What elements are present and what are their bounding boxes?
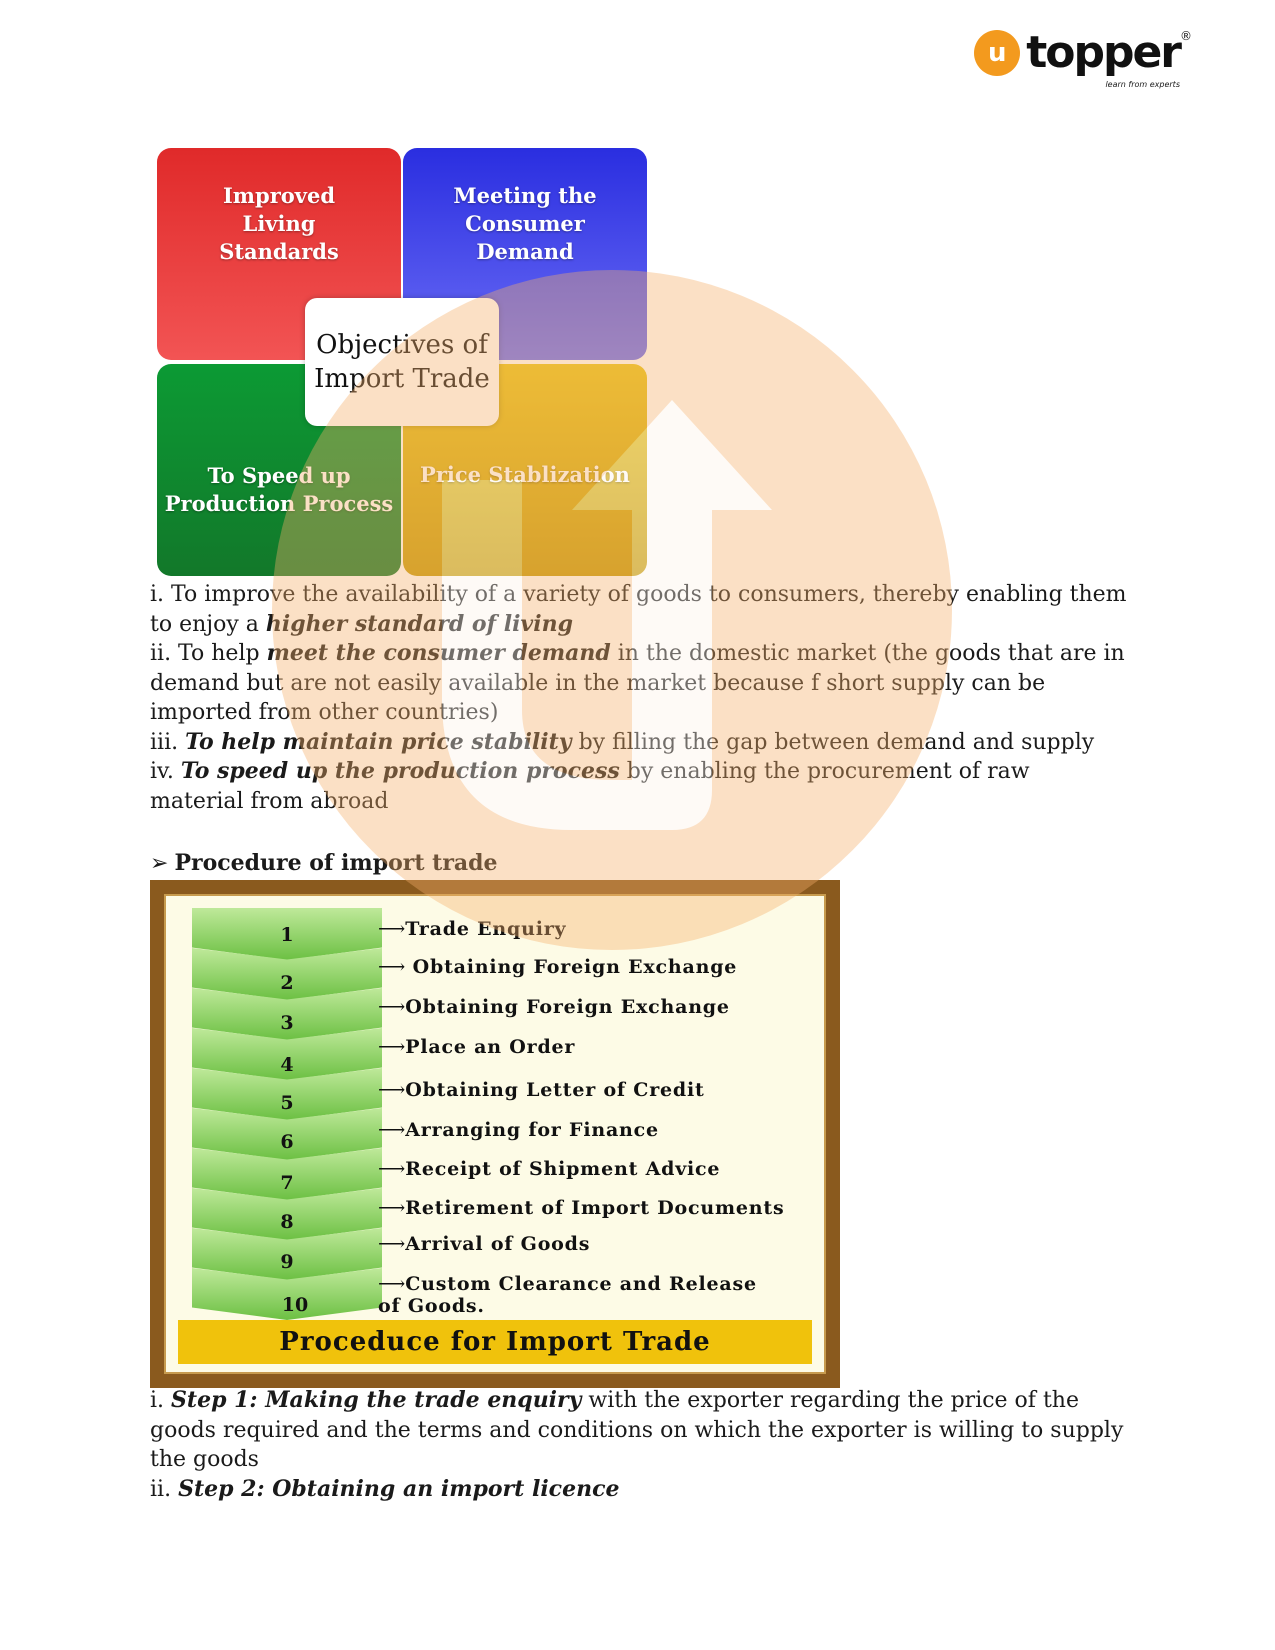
step-text-2: ii. Step 2: Obtaining an import licence (150, 1475, 620, 1502)
step-label: ⟶Place an Order (378, 1036, 576, 1058)
steps-list (150, 1386, 1130, 1504)
step-text-1: i. Step 1: Making the trade enquiry with the exporter regarding the price of the goods required and the terms and conditions on which the exporter is willing to supply the goods (150, 1387, 1124, 1472)
step-number: 10 (281, 1294, 309, 1316)
step-label: ⟶Retirement of Import Documents (378, 1197, 785, 1219)
quadrant-production-process: To Speed up Production Process (157, 364, 401, 576)
objective-i: i. To improve the availability of a variety of goods to consumers, thereby enabling them to enjoy a higher standard of living (150, 582, 1127, 637)
step-label: ⟶Arranging for Finance (378, 1119, 659, 1141)
quadrant-living-standards: Improved Living Standards (157, 148, 401, 360)
step-number: 7 (280, 1172, 294, 1194)
quadrant-consumer-demand: Meeting the Consumer Demand (403, 148, 647, 360)
step-number: 5 (280, 1092, 294, 1114)
objectives-diagram (157, 148, 647, 576)
procedure-diagram-title: Proceduce for Import Trade (178, 1320, 812, 1364)
procedure-diagram (150, 880, 840, 1388)
step-number: 8 (280, 1211, 294, 1233)
step-number: 3 (280, 1012, 294, 1034)
objectives-list (150, 580, 1130, 816)
step-label: ⟶Trade Enquiry (378, 918, 567, 940)
registered-mark: ® (1180, 29, 1192, 43)
step-number: 9 (280, 1251, 294, 1273)
step-number: 1 (280, 924, 294, 946)
step-number: 4 (280, 1054, 294, 1076)
step-label: ⟶Obtaining Foreign Exchange (378, 996, 730, 1018)
step-label: ⟶Custom Clearance and Release of Goods. (378, 1273, 757, 1317)
logo-wordmark: topper (1026, 27, 1180, 78)
objectives-center-label: Objectives of Import Trade (305, 298, 499, 426)
topper-logo (974, 27, 1192, 89)
objective-iii: iii. To help maintain price stability by filling the gap between demand and supply (150, 728, 1095, 755)
step-number: 6 (280, 1131, 294, 1153)
objective-ii: ii. To help meet the consumer demand in the domestic market (the goods that are in demand but are not easily available in the market because f short supply can be imported from other countries) (150, 640, 1125, 725)
procedure-heading: ➢ Procedure of import trade (150, 850, 498, 876)
quadrant-price-stabilization: Price Stablization (403, 364, 647, 576)
step-number: 2 (280, 972, 294, 994)
logo-tagline: learn from experts (1105, 80, 1180, 89)
bullet-arrow-icon: ➢ (150, 851, 169, 876)
topper-logo-icon: u (974, 30, 1020, 76)
step-label: ⟶Arrival of Goods (378, 1233, 591, 1255)
objective-iv: iv. To speed up the production process by enabling the procurement of raw material from abroad (150, 758, 1030, 814)
step-label: ⟶Receipt of Shipment Advice (378, 1158, 721, 1180)
step-label: ⟶Obtaining Letter of Credit (378, 1079, 705, 1101)
step-label: ⟶ Obtaining Foreign Exchange (378, 956, 738, 978)
